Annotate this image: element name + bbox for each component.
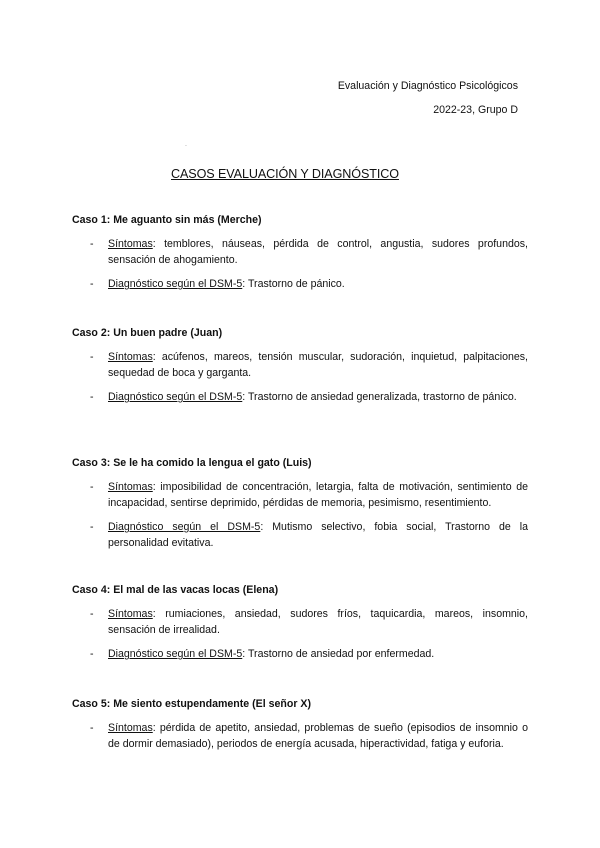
bullet: - <box>90 648 94 660</box>
symptoms-text: : rumiaciones, ansiedad, sudores fríos, taquicardia, mareos, insomnio, sensación de irrealidad. <box>108 608 528 636</box>
symptoms-text: : imposibilidad de concentración, letargia, falta de motivación, sentimiento de incapacidad, sentirse deprimido, pérdidas de memoria, pesimismo, resentimiento. <box>108 481 528 509</box>
case-3 <box>72 457 528 559</box>
symptoms-text: : pérdida de apetito, ansiedad, problemas de sueño (episodios de insomnio o de dormir demasiado), periodos de energía acusada, hiperactividad, fatiga y euforia. <box>108 722 528 750</box>
bullet: - <box>90 238 94 250</box>
diagnosis-label: Diagnóstico según el DSM-5 <box>108 391 243 403</box>
bullet: - <box>90 391 94 403</box>
case-title: Caso 5: Me siento estupendamente (El señor X) <box>72 698 312 710</box>
bullet: - <box>90 521 94 533</box>
case-title: Caso 3: Se le ha comido la lengua el gato (Luis) <box>72 457 312 469</box>
symptoms-label: Síntomas <box>108 481 153 493</box>
diagnosis-text: : Mutismo selectivo, fobia social, Trastorno de la personalidad evitativa. <box>108 521 528 549</box>
case-title: Caso 1: Me aguanto sin más (Merche) <box>72 214 262 226</box>
header-group: 2022-23, Grupo D <box>433 104 518 116</box>
bullet: - <box>90 481 94 493</box>
diagnosis-text: : Trastorno de ansiedad por enfermedad. <box>242 648 435 660</box>
stray-dot: . <box>185 141 187 148</box>
diagnosis-label: Diagnóstico según el DSM-5 <box>108 521 261 533</box>
symptoms-item <box>72 606 528 638</box>
symptoms-label: Síntomas <box>108 238 153 250</box>
case-1 <box>72 214 528 300</box>
document-title: CASOS EVALUACIÓN Y DIAGNÓSTICO <box>171 167 399 181</box>
case-title: Caso 2: Un buen padre (Juan) <box>72 327 223 339</box>
bullet: - <box>90 278 94 290</box>
symptoms-text: : acúfenos, mareos, tensión muscular, sudoración, inquietud, palpitaciones, sequedad de boca y garganta. <box>108 351 528 379</box>
symptoms-label: Síntomas <box>108 351 153 363</box>
bullet: - <box>90 722 94 734</box>
diagnosis-label: Diagnóstico según el DSM-5 <box>108 278 243 290</box>
diagnosis-item <box>72 646 528 662</box>
diagnosis-text: : Trastorno de ansiedad generalizada, trastorno de pánico. <box>242 391 517 403</box>
diagnosis-item <box>72 389 528 405</box>
header-course: Evaluación y Diagnóstico Psicológicos <box>337 80 518 92</box>
bullet: - <box>90 608 94 620</box>
case-2 <box>72 327 528 413</box>
case-4 <box>72 584 528 670</box>
symptoms-text: : temblores, náuseas, pérdida de control, angustia, sudores profundos, sensación de ahogamiento. <box>108 238 528 266</box>
symptoms-item <box>72 479 528 511</box>
symptoms-label: Síntomas <box>108 722 153 734</box>
bullet: - <box>90 351 94 363</box>
diagnosis-item <box>72 276 528 292</box>
diagnosis-item <box>72 519 528 551</box>
diagnosis-label: Diagnóstico según el DSM-5 <box>108 648 243 660</box>
symptoms-label: Síntomas <box>108 608 153 620</box>
symptoms-item <box>72 720 528 752</box>
case-title: Caso 4: El mal de las vacas locas (Elena) <box>72 584 279 596</box>
diagnosis-text: : Trastorno de pánico. <box>242 278 345 290</box>
symptoms-item <box>72 236 528 268</box>
symptoms-item <box>72 349 528 381</box>
case-5 <box>72 698 528 760</box>
